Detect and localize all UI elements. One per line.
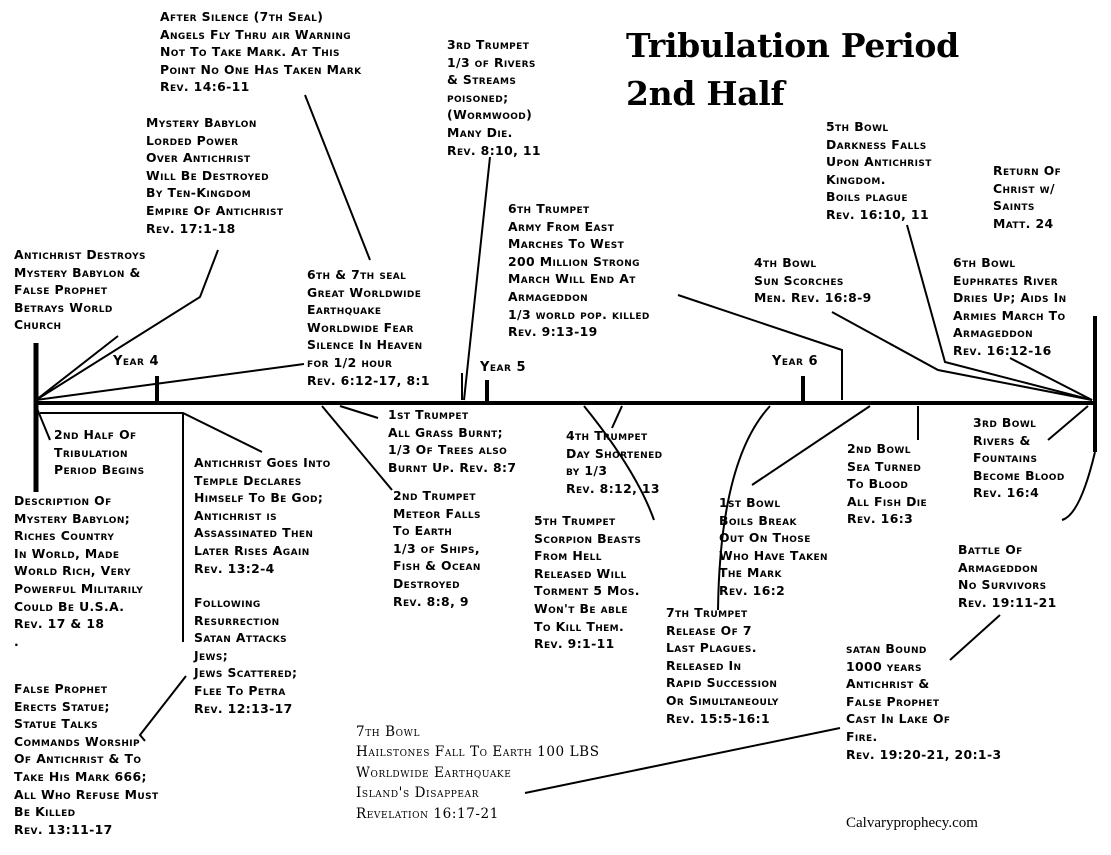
note-line: All Who Refuse Must: [14, 786, 159, 802]
note-line: Betrays World: [14, 299, 113, 315]
note-line: 5th Trumpet: [534, 513, 616, 528]
note-line: & Streams: [447, 72, 517, 88]
note-line: Mystery Babylon &: [14, 264, 141, 280]
note-line: Commands Worship: [14, 733, 141, 749]
note-line: for 1/2 hour: [307, 354, 393, 370]
note-line: 6th & 7th seal: [307, 267, 407, 282]
note-line: Revelation 16:17-21: [356, 805, 499, 822]
year6-label: Year 6: [772, 354, 819, 369]
note-line: All Grass Burnt;: [388, 424, 504, 440]
note-line: 1/3 of Ships,: [393, 540, 480, 556]
note-line: Rev. 6:12-17, 8:1: [307, 372, 430, 388]
note-line: Rivers &: [973, 432, 1031, 448]
note-line: Rev. 14:6-11: [160, 79, 250, 95]
note-line: 4th Trumpet: [566, 428, 648, 443]
note-line: Boils plague: [826, 189, 908, 205]
note-line: To Earth: [393, 523, 453, 539]
note-line: Rev. 17 & 18: [14, 616, 105, 632]
note-line: 3rd Bowl: [973, 415, 1037, 430]
note-line: Rev. 19:20-21, 20:1-3: [846, 746, 1002, 762]
note-line: Antichrist &: [846, 676, 930, 692]
note-line: Armageddon: [508, 288, 589, 304]
note-line: Silence In Heaven: [307, 337, 423, 353]
note-line: Be Killed: [14, 804, 76, 820]
note-line: 200 Million Strong: [508, 253, 640, 269]
note-line: Armageddon: [958, 559, 1039, 575]
note-line: Saints: [993, 198, 1035, 214]
note-line: Released In: [666, 657, 742, 673]
note-line: False Prophet: [846, 693, 940, 709]
note-line: Become Blood: [973, 467, 1065, 483]
note-line: 3rd Trumpet: [447, 37, 530, 52]
note-line: 1000 years: [846, 658, 922, 674]
connector-sixth-bowl: [1010, 358, 1092, 400]
note-line: Rev. 16:12-16: [953, 342, 1052, 358]
note-line: 1st Bowl: [719, 495, 781, 510]
note-line: By Ten-Kingdom: [146, 185, 252, 201]
note-seventh-bowl: [356, 722, 600, 824]
note-line: Torment 5 Mos.: [534, 583, 640, 599]
note-line: Mystery Babylon: [146, 115, 257, 130]
note-line: Sun Scorches: [754, 272, 844, 288]
note-line: Of Antichrist & To: [14, 751, 142, 767]
note-line: The Mark: [719, 565, 782, 581]
connector-second-trumpet: [322, 406, 392, 490]
note-line: Over Antichrist: [146, 150, 251, 166]
note-line: Tribulation: [54, 444, 128, 460]
note-line: Period Begins: [54, 462, 145, 478]
note-line: Satan Attacks: [194, 630, 288, 646]
note-return-of-christ: [993, 162, 1061, 232]
note-mystery-babylon: [146, 114, 283, 237]
note-description-babylon: [14, 492, 143, 650]
year5-label: Year 5: [480, 360, 527, 375]
note-line: Assassinated Then: [194, 525, 314, 541]
note-line: Boils Break: [719, 512, 797, 528]
note-line: Description Of: [14, 493, 112, 508]
note-line: 7th Trumpet: [666, 605, 748, 620]
note-following-resurrection: [194, 594, 297, 717]
note-line: Rev. 12:13-17: [194, 700, 293, 716]
note-first-bowl: [719, 494, 828, 600]
note-line: Great Worldwide: [307, 284, 422, 300]
note-line: Euphrates River: [953, 272, 1059, 288]
note-line: (Wormwood): [447, 107, 533, 123]
note-line: Rev. 16:3: [847, 511, 914, 527]
note-second-trumpet: [393, 487, 481, 610]
note-line: Riches Country: [14, 528, 115, 544]
note-line: Out On Those: [719, 530, 811, 546]
note-line: Sea Turned: [847, 458, 922, 474]
note-line: Won't Be able: [534, 600, 628, 616]
note-line: Angels Fly Thru air Warning: [160, 26, 352, 42]
note-line: Released Will: [534, 565, 627, 581]
note-line: Fire.: [846, 728, 878, 744]
note-fourth-bowl: [754, 254, 872, 307]
note-line: Burnt Up. Rev. 8:7: [388, 459, 517, 475]
note-line: 1/3 world pop. killed: [508, 306, 650, 322]
note-line: Meteor Falls: [393, 505, 481, 521]
note-third-bowl: [973, 414, 1065, 502]
note-line: Dries Up; Aids In: [953, 290, 1067, 306]
note-line: Island's Disappear: [356, 785, 480, 802]
note-line: Earthquake: [307, 302, 382, 318]
title-line-1: Tribulation Period: [626, 26, 959, 65]
note-line: Rev. 9:1-11: [534, 636, 615, 652]
note-line: Hailstones Fall To Earth 100 LBS: [356, 744, 600, 761]
note-line: To Blood: [847, 476, 909, 492]
note-line: Matt. 24: [993, 215, 1054, 231]
title-line-2: 2nd Half: [626, 74, 785, 113]
note-line: .: [14, 633, 20, 649]
note-third-trumpet: [447, 36, 541, 159]
note-line: 1st Trumpet: [388, 407, 469, 422]
connector-fourth-trumpet: [612, 406, 622, 428]
note-second-half-begins: [54, 426, 145, 479]
note-line: Fountains: [973, 450, 1038, 466]
note-second-bowl: [847, 440, 927, 528]
note-line: Rev. 8:10, 11: [447, 142, 541, 158]
note-line: Who Have Taken: [719, 547, 828, 563]
note-line: Rev. 15:5-16:1: [666, 710, 771, 726]
connector-first-trumpet: [340, 406, 378, 418]
note-after-silence: [160, 8, 361, 96]
note-fifth-bowl: [826, 118, 932, 224]
note-line: 5th Bowl: [826, 119, 889, 134]
note-line: Church: [14, 317, 62, 333]
note-line: Erects Statue;: [14, 698, 110, 714]
connector-battle: [1062, 452, 1095, 520]
site-credit: Calvaryprophecy.com: [846, 815, 978, 831]
note-antichrist-destroys: [14, 246, 146, 334]
note-line: Flee To Petra: [194, 682, 286, 698]
note-line: satan Bound: [846, 641, 927, 656]
note-line: Fish & Ocean: [393, 558, 481, 574]
note-line: Lorded Power: [146, 132, 239, 148]
note-fourth-trumpet: [566, 427, 663, 497]
note-first-trumpet: [388, 406, 516, 476]
note-line: To Kill Them.: [534, 618, 625, 634]
note-line: Worldwide Earthquake: [356, 764, 512, 781]
note-line: Destroyed: [393, 575, 461, 591]
note-line: Jews Scattered;: [194, 665, 298, 681]
note-sixth-bowl: [953, 254, 1067, 360]
note-line: Rev. 19:11-21: [958, 594, 1057, 610]
note-line: March Will End At: [508, 271, 636, 287]
note-line: 6th Trumpet: [508, 201, 590, 216]
note-line: Marches To West: [508, 236, 625, 252]
note-line: Not To Take Mark. At This: [160, 44, 340, 60]
note-sixth-seventh-seal: [307, 266, 430, 389]
note-line: Antichrist is: [194, 507, 277, 523]
note-line: Rapid Succession: [666, 675, 778, 691]
note-line: Rev. 16:2: [719, 582, 786, 598]
note-line: Kingdom.: [826, 171, 886, 187]
note-line: Darkness Falls: [826, 136, 927, 152]
note-line: Many Die.: [447, 124, 513, 140]
connector-sixth-trumpet: [678, 295, 842, 400]
note-line: Rev. 13:2-4: [194, 560, 275, 576]
note-line: 6th Bowl: [953, 255, 1016, 270]
note-line: Army From East: [508, 218, 615, 234]
note-line: Antichrist Goes Into: [194, 455, 331, 470]
note-line: Point No One Has Taken Mark: [160, 61, 362, 77]
note-line: From Hell: [534, 548, 602, 564]
note-line: Take His Mark 666;: [14, 768, 147, 784]
note-line: Following: [194, 595, 261, 610]
note-line: Rev. 8:8, 9: [393, 593, 469, 609]
note-line: Cast In Lake Of: [846, 711, 951, 727]
note-antichrist-temple: [194, 454, 331, 577]
note-line: Antichrist Destroys: [14, 247, 146, 262]
note-line: All Fish Die: [847, 493, 928, 509]
note-line: Powerful Militarily: [14, 580, 144, 596]
note-line: Rev. 9:13-19: [508, 324, 598, 340]
note-line: Armies March To: [953, 307, 1066, 323]
note-line: Jews;: [194, 647, 229, 663]
note-line: Rev. 16:4: [973, 485, 1040, 501]
note-line: Battle Of: [958, 542, 1023, 557]
note-line: by 1/3: [566, 463, 608, 479]
note-line: Last Plagues.: [666, 640, 757, 656]
note-line: poisoned;: [447, 89, 509, 105]
note-line: Christ w/: [993, 180, 1055, 196]
connector-after-silence: [305, 95, 370, 260]
note-line: 2nd Trumpet: [393, 488, 476, 503]
note-line: Rev. 16:10, 11: [826, 206, 929, 222]
note-line: In World, Made: [14, 545, 120, 561]
note-line: 1/3 Of Trees also: [388, 442, 508, 458]
note-line: Rev. 13:11-17: [14, 821, 113, 837]
note-line: After Silence (7th Seal): [160, 9, 324, 24]
note-line: World Rich, Very: [14, 563, 131, 579]
note-line: 4th Bowl: [754, 255, 817, 270]
note-line: Mystery Babylon;: [14, 510, 131, 526]
note-line: Men. Rev. 16:8-9: [754, 290, 872, 306]
note-line: Day Shortened: [566, 445, 663, 461]
note-line: No Survivors: [958, 577, 1047, 593]
note-line: 1/3 of Rivers: [447, 54, 536, 70]
note-line: Scorpion Beasts: [534, 530, 642, 546]
note-line: Temple Declares: [194, 472, 302, 488]
note-line: Worldwide Fear: [307, 319, 414, 335]
note-line: Himself To Be God;: [194, 490, 324, 506]
note-line: Armageddon: [953, 325, 1034, 341]
note-line: Rev. 17:1-18: [146, 220, 236, 236]
note-line: 7th Bowl: [356, 724, 421, 740]
note-line: Rev. 8:12, 13: [566, 480, 660, 496]
note-fifth-trumpet: [534, 512, 641, 653]
year4-label: Year 4: [113, 354, 160, 369]
note-line: Return Of: [993, 163, 1062, 178]
note-false-prophet: [14, 680, 159, 838]
note-line: False Prophet: [14, 282, 108, 298]
note-satan-bound: [846, 640, 1002, 763]
note-line: 2nd Bowl: [847, 441, 911, 456]
page-title: [626, 22, 959, 118]
note-line: Later Rises Again: [194, 542, 310, 558]
note-line: Upon Antichrist: [826, 154, 932, 170]
note-battle-armageddon: [958, 541, 1057, 611]
note-sixth-trumpet: [508, 200, 650, 341]
note-line: 2nd Half Of: [54, 427, 137, 442]
note-line: Will Be Destroyed: [146, 167, 269, 183]
note-line: Empire Of Antichrist: [146, 202, 284, 218]
note-line: Statue Talks: [14, 716, 98, 732]
note-seventh-trumpet: [666, 604, 779, 727]
note-line: Could Be U.S.A.: [14, 598, 125, 614]
note-line: Resurrection: [194, 612, 280, 628]
note-line: False Prophet: [14, 681, 108, 696]
note-line: Or Simultaneouly: [666, 692, 779, 708]
note-line: Release Of 7: [666, 622, 752, 638]
